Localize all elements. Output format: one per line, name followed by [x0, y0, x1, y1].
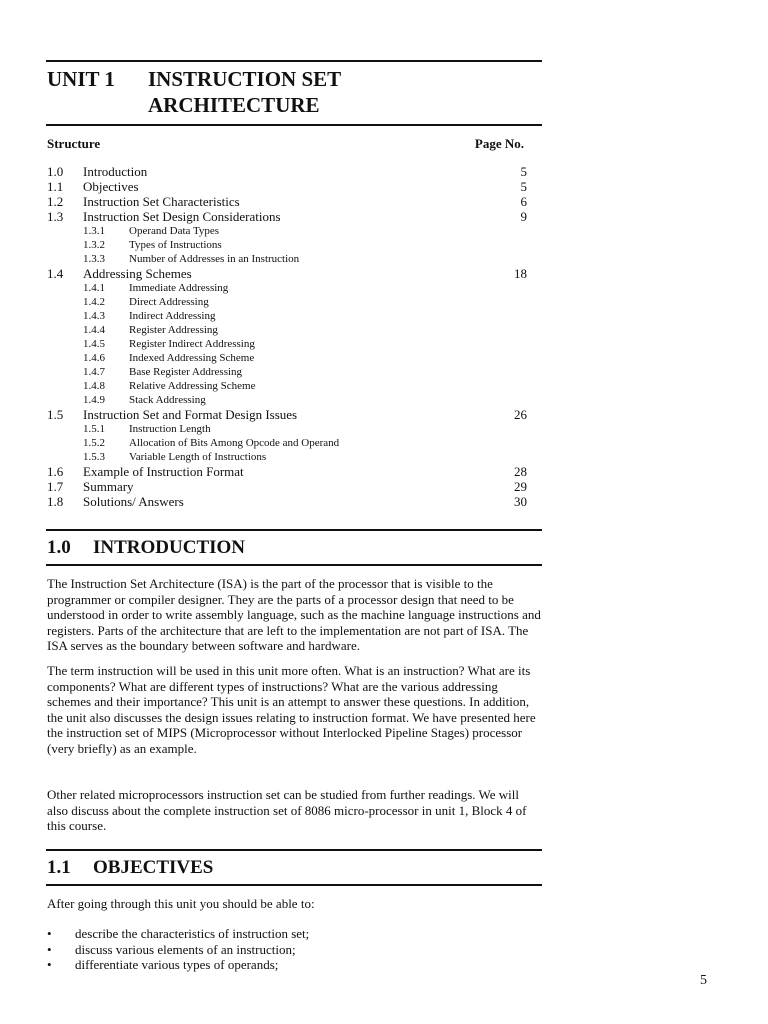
toc-entry: [47, 379, 527, 393]
toc-entry-number: 1.4: [47, 266, 64, 281]
toc-entry-title: Stack Addressing: [129, 394, 206, 406]
structure-header: [47, 136, 524, 152]
toc-entry-title: Register Indirect Addressing: [129, 338, 255, 350]
unit-title-line2: ARCHITECTURE: [148, 93, 320, 117]
toc-entry-title: Indirect Addressing: [129, 310, 216, 322]
introduction-heading: [47, 536, 245, 560]
top-rule: [46, 60, 542, 62]
toc-entry-page: 30: [514, 494, 527, 509]
table-of-contents: [47, 164, 527, 509]
toc-entry: [47, 407, 527, 422]
toc-entry-title: Operand Data Types: [129, 225, 220, 237]
toc-entry: [47, 224, 527, 238]
toc-entry: [47, 281, 527, 295]
toc-entry-page: 6: [520, 194, 527, 209]
toc-entry-number: 1.4.8: [83, 380, 105, 392]
toc-entry-number: 1.4.9: [83, 394, 105, 406]
bullet-icon: •: [47, 957, 52, 973]
toc-entry-title: Relative Addressing Scheme: [129, 380, 256, 392]
toc-entry-number: 1.4.5: [83, 338, 105, 350]
toc-entry-title: Objectives: [83, 179, 139, 194]
toc-entry-number: 1.3.2: [83, 239, 105, 251]
toc-entry-page: 5: [520, 179, 527, 194]
toc-entry-title: Types of Instructions: [129, 239, 222, 251]
page-no-label: Page No.: [474, 136, 524, 151]
toc-entry-title: Instruction Length: [129, 423, 211, 435]
toc-entry-page: 5: [520, 164, 527, 179]
toc-entry-number: 1.5.2: [83, 437, 105, 449]
toc-entry: [47, 450, 527, 464]
toc-entry-title: Register Addressing: [129, 324, 218, 336]
objectives-intro: After going through this unit you should be able to:: [47, 896, 315, 911]
toc-entry-title: Introduction: [83, 164, 148, 179]
toc-entry: [47, 309, 527, 323]
toc-entry-title: Instruction Set Design Considerations: [83, 209, 281, 224]
toc-entry-number: 1.8: [47, 494, 64, 509]
toc-entry: [47, 209, 527, 224]
page-number: 5: [700, 973, 707, 988]
toc-entry-number: 1.5.1: [83, 423, 105, 435]
toc-entry: [47, 422, 527, 436]
intro-top-rule: [46, 529, 542, 531]
toc-entry-page: 26: [514, 407, 527, 422]
toc-entry: [47, 337, 527, 351]
toc-entry-title: Solutions/ Answers: [83, 494, 184, 509]
toc-entry-number: 1.4.2: [83, 296, 105, 308]
toc-entry: [47, 164, 527, 179]
title-bottom-rule: [46, 124, 542, 126]
toc-entry: [47, 194, 527, 209]
toc-entry-title: Indexed Addressing Scheme: [129, 352, 255, 364]
toc-entry-title: Summary: [83, 479, 134, 494]
toc-entry-number: 1.4.4: [83, 324, 105, 336]
toc-entry-number: 1.3: [47, 209, 64, 224]
toc-entry-number: 1.1: [47, 179, 64, 194]
objective-item: [47, 957, 543, 973]
intro-bottom-rule: [46, 564, 542, 566]
toc-entry: [47, 365, 527, 379]
toc-entry-title: Base Register Addressing: [129, 366, 243, 378]
objectives-list: [47, 926, 543, 973]
toc-entry: [47, 351, 527, 365]
bullet-icon: •: [47, 941, 52, 957]
intro-paragraph-3: Other related microprocessors instruction set can be studied from further readings. We will also discuss about the complete instruction set of 8086 micro-processor in unit 1, Block 4 of this course.: [47, 787, 527, 834]
objective-item: [47, 926, 543, 942]
objectives-top-rule: [46, 849, 542, 851]
toc-entry-number: 1.3.3: [83, 253, 105, 265]
objectives-heading: [47, 856, 213, 880]
objective-text: differentiate various types of operands;: [75, 957, 279, 973]
objective-text: describe the characteristics of instruction set;: [75, 926, 310, 941]
toc-entry-number: 1.2: [47, 194, 64, 209]
toc-entry-page: 9: [520, 209, 527, 224]
toc-entry-page: 29: [514, 479, 527, 494]
toc-entry-number: 1.3.1: [83, 225, 105, 237]
toc-entry-number: 1.4.7: [83, 366, 105, 378]
toc-entry: [47, 479, 527, 494]
objectives-bottom-rule: [46, 884, 542, 886]
toc-entry: [47, 436, 527, 450]
bullet-icon: •: [47, 926, 52, 941]
toc-entry: [47, 494, 527, 509]
toc-entry: [47, 252, 527, 266]
toc-entry: [47, 464, 527, 479]
toc-entry-page: 18: [514, 266, 527, 281]
toc-entry-number: 1.4.1: [83, 282, 105, 294]
toc-entry: [47, 323, 527, 337]
objective-item: [47, 942, 543, 958]
toc-entry-number: 1.7: [47, 479, 64, 494]
toc-entry-number: 1.5: [47, 407, 64, 422]
toc-entry: [47, 266, 527, 281]
toc-entry-number: 1.0: [47, 164, 64, 179]
toc-entry: [47, 295, 527, 309]
toc-entry-title: Immediate Addressing: [129, 282, 229, 294]
intro-paragraph-1: The Instruction Set Architecture (ISA) is the part of the processor that is visible to the programmer or compiler designer. They are the parts of a processor design that need to be understood in order to write assembly language, such as the machine language instructions and registers. Parts of the architecture that are left to the implementation are not part of ISA. The ISA serves as the boundary between software and hardware.: [47, 576, 541, 654]
toc-entry-number: 1.4.6: [83, 352, 105, 364]
unit-title-line1: INSTRUCTION SET: [148, 67, 342, 91]
toc-entry-title: Allocation of Bits Among Opcode and Operand: [129, 437, 340, 449]
toc-entry-number: 1.4.3: [83, 310, 105, 322]
toc-entry: [47, 393, 527, 407]
section-heading-text: INTRODUCTION: [93, 537, 246, 558]
toc-entry-title: Example of Instruction Format: [83, 464, 244, 479]
unit-title: [47, 66, 542, 118]
intro-paragraph-2: The term instruction will be used in this unit more often. What is an instruction? What are its components? What are different types of instructions? What are the various addressing schemes and their importance? This unit is an attempt to answer these questions. In addition, the unit also discusses the design issues relating to instruction format. We have presented here the instruction set of MIPS (Microprocessor without Interlocked Pipeline Stages) processor (very briefly) as an example.: [47, 663, 536, 756]
toc-entry: [47, 179, 527, 194]
toc-entry-title: Instruction Set and Format Design Issues: [83, 407, 298, 422]
toc-entry-title: Instruction Set Characteristics: [83, 194, 240, 209]
toc-entry-title: Direct Addressing: [129, 296, 209, 308]
structure-label: Structure: [47, 136, 101, 151]
objective-text: discuss various elements of an instruction;: [75, 941, 296, 957]
toc-entry: [47, 238, 527, 252]
toc-entry-number: 1.5.3: [83, 451, 105, 463]
toc-entry-page: 28: [514, 464, 527, 479]
toc-entry-number: 1.6: [47, 464, 64, 479]
section-number: 1.0: [47, 537, 71, 558]
section-number: 1.1: [47, 857, 71, 878]
toc-entry-title: Addressing Schemes: [83, 266, 192, 281]
toc-entry-title: Variable Length of Instructions: [129, 451, 267, 463]
toc-entry-title: Number of Addresses in an Instruction: [129, 253, 300, 265]
unit-number: UNIT 1: [47, 67, 115, 91]
section-heading-text: OBJECTIVES: [93, 857, 214, 878]
